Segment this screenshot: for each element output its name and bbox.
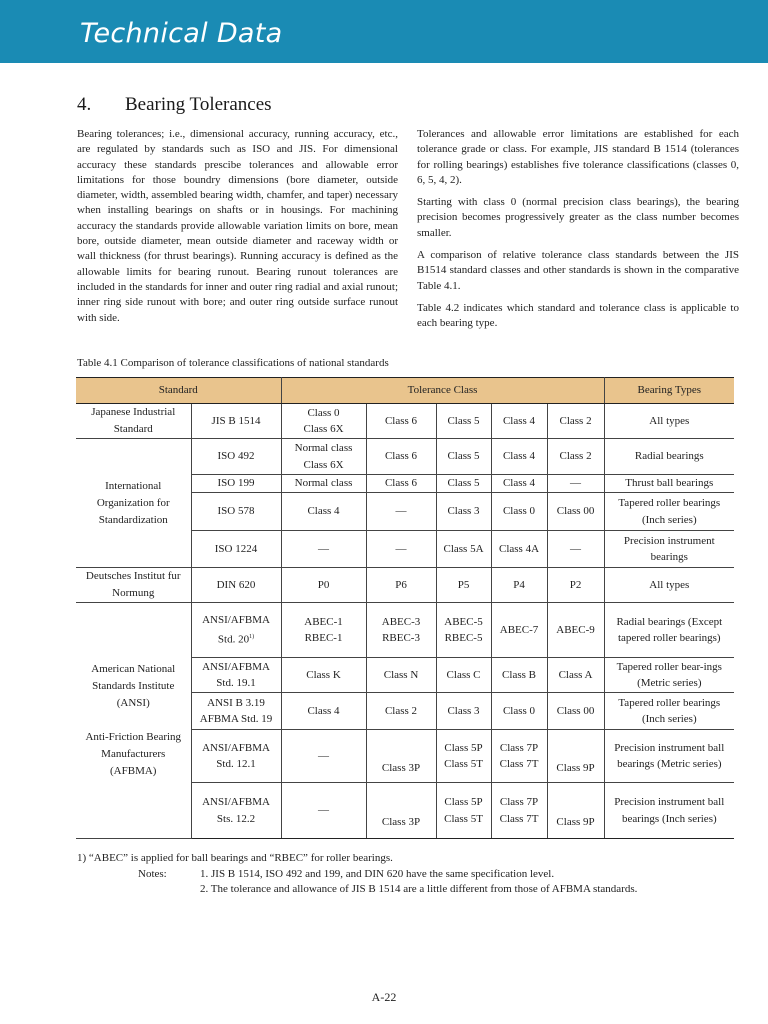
- std-cell: ANSI/AFBMA Std. 19.1: [191, 658, 281, 693]
- class-cell: —: [281, 730, 366, 783]
- class-cell: Class 4: [491, 475, 547, 493]
- std-cell: JIS B 1514: [191, 404, 281, 439]
- class-cell: Class 4A: [491, 531, 547, 568]
- class-cell: Class 00: [547, 493, 604, 531]
- std-cell: ANSI B 3.19 AFBMA Std. 19: [191, 693, 281, 730]
- class-cell: Class N: [366, 658, 436, 693]
- types-cell: Radial bearings: [604, 439, 734, 475]
- class-cell: Class 3P: [366, 783, 436, 839]
- org-ansi: American National Standards Institute (ANSI): [91, 663, 176, 709]
- org-ansi-afbma: [76, 603, 191, 839]
- class-cell: Class 2: [366, 693, 436, 730]
- right-paragraph-4: Table 4.2 indicates which standard and tolerance class is applicable to each bearing type.: [417, 301, 739, 330]
- std-cell: ANSI/AFBMA Sts. 12.2: [191, 783, 281, 839]
- class-cell: Class 9P: [547, 783, 604, 839]
- tolerance-table: [76, 377, 734, 839]
- class-cell: Class 5: [436, 404, 491, 439]
- header-title: Technical Data: [80, 18, 283, 49]
- class-cell: Class 6: [366, 475, 436, 493]
- notes-label: Notes:: [138, 868, 167, 880]
- class-cell: Class 7P Class 7T: [491, 730, 547, 783]
- page-number: A-22: [371, 990, 397, 1004]
- class-cell: Class 9P: [547, 730, 604, 783]
- org-jis: Japanese Industrial Standard: [76, 404, 191, 439]
- header-standard: Standard: [76, 378, 281, 404]
- std-cell: ISO 578: [191, 493, 281, 531]
- class-cell: Class 6: [366, 404, 436, 439]
- class-cell: ABEC-3 RBEC-3: [366, 603, 436, 658]
- table-row: [76, 568, 734, 603]
- std-cell: ANSI/AFBMA Std. 20$^{1)}$: [191, 603, 281, 658]
- types-cell: Precision instrument ball bearings (Metric series): [604, 730, 734, 783]
- org-iso: International Organization for Standardization: [76, 439, 191, 568]
- class-cell: —: [547, 475, 604, 493]
- std-cell: ISO 1224: [191, 531, 281, 568]
- types-cell: Precision instrument bearings: [604, 531, 734, 568]
- class-cell: Class 5P Class 5T: [436, 730, 491, 783]
- class-cell: Class 2: [547, 439, 604, 475]
- class-cell: P4: [491, 568, 547, 603]
- class-cell: Class 5: [436, 475, 491, 493]
- class-cell: P0: [281, 568, 366, 603]
- class-cell: Class 0: [491, 693, 547, 730]
- class-cell: Class 4: [491, 404, 547, 439]
- std-cell: ANSI/AFBMA Std. 12.1: [191, 730, 281, 783]
- types-cell: Tapered roller bear-ings (Metric series): [604, 658, 734, 693]
- types-cell: All types: [604, 568, 734, 603]
- right-column: [417, 127, 739, 339]
- class-cell: Class 4: [281, 493, 366, 531]
- table-caption: Table 4.1 Comparison of tolerance classifications of national standards: [77, 357, 389, 369]
- left-paragraph: Bearing tolerances; i.e., dimensional accuracy, running accuracy, etc., are regulated by standards such as ISO and JIS. For dimensional accuracy these standards prescibe tolerances and allowable error limitations for those boundry dimensions (bore diameter, outside diameter, width, assembled bearing width, chamfer, and taper) necessary when installing bearings on shafts or in housings. For machining accuracy the standards provide allowable variation limits on bore, mean bore, outside diameter, mean outside diameter and raceway width or wall thickness (for thrust bearings). Running accuracy is defined as the allowable limits for bearing runout. Bearing runout tolerances are included in the standards for inner and outer ring radial and axial runout; inner ring side runout with bore; and outer ring outside surface runout with side.: [77, 128, 398, 324]
- class-cell: Class 0: [491, 493, 547, 531]
- class-cell: Class A: [547, 658, 604, 693]
- class-cell: Class 6: [366, 439, 436, 475]
- class-cell: —: [547, 531, 604, 568]
- class-cell: Class 4: [491, 439, 547, 475]
- class-cell: Normal class Class 6X: [281, 439, 366, 475]
- table-row: [76, 439, 734, 475]
- left-column: [77, 127, 398, 326]
- table-row: [76, 404, 734, 439]
- header-bearing-types: Bearing Types: [604, 378, 734, 404]
- types-cell: Tapered roller bearings (Inch series): [604, 693, 734, 730]
- right-paragraph-2: Starting with class 0 (normal precision class bearings), the bearing precision becomes progressively greater as the class number becomes smaller.: [417, 196, 739, 239]
- class-cell: Class K: [281, 658, 366, 693]
- footnote: 1) “ABEC” is applied for ball bearings and “RBEC” for roller bearings.: [77, 852, 393, 864]
- class-cell: Class 7P Class 7T: [491, 783, 547, 839]
- footnote-marker: 1): [249, 633, 255, 640]
- class-cell: Class 00: [547, 693, 604, 730]
- class-cell: Class 3: [436, 693, 491, 730]
- note-item-2: 2. The tolerance and allowance of JIS B 1514 are a little different from those of AFBMA standards.: [200, 883, 638, 895]
- class-cell: Class 5P Class 5T: [436, 783, 491, 839]
- class-cell: Class 5A: [436, 531, 491, 568]
- class-cell: —: [366, 493, 436, 531]
- class-cell: ABEC-7: [491, 603, 547, 658]
- class-cell: Class 5: [436, 439, 491, 475]
- types-cell: Tapered roller bearings (Inch series): [604, 493, 734, 531]
- org-din: Deutsches Institut fur Normung: [76, 568, 191, 603]
- class-cell: Normal class: [281, 475, 366, 493]
- class-cell: Class 3: [436, 493, 491, 531]
- right-paragraph-3: A comparison of relative tolerance class standards between the JIS B1514 standard classes and other standards is shown in the comparative Table 4.1.: [417, 249, 739, 292]
- class-cell: ABEC-1 RBEC-1: [281, 603, 366, 658]
- section-number: 4.: [77, 94, 92, 115]
- right-paragraph-1: Tolerances and allowable error limitations are established for each tolerance grade or class. For example, JIS standard B 1514 (tolerances for rolling bearings) establishes five tolerance classifications (classes 0, 6, 5, 4, 2).: [417, 128, 739, 186]
- types-cell: Precision instrument ball bearings (Inch series): [604, 783, 734, 839]
- table-row: [76, 603, 734, 658]
- class-cell: Class C: [436, 658, 491, 693]
- class-cell: Class 0 Class 6X: [281, 404, 366, 439]
- std-cell: ISO 199: [191, 475, 281, 493]
- class-cell: Class 4: [281, 693, 366, 730]
- types-cell: Thrust ball bearings: [604, 475, 734, 493]
- header-tolerance-class: Tolerance Class: [281, 378, 604, 404]
- class-cell: P5: [436, 568, 491, 603]
- note-item-1: 1. JIS B 1514, ISO 492 and 199, and DIN 620 have the same specification level.: [200, 868, 555, 880]
- org-afbma: Anti-Friction Bearing Manufacturers (AFBMA): [85, 731, 182, 777]
- class-cell: ABEC-9: [547, 603, 604, 658]
- types-cell: Radial bearings (Except tapered roller bearings): [604, 603, 734, 658]
- types-cell: All types: [604, 404, 734, 439]
- class-cell: —: [281, 783, 366, 839]
- class-cell: —: [366, 531, 436, 568]
- class-cell: Class 3P: [366, 730, 436, 783]
- class-cell: P2: [547, 568, 604, 603]
- class-cell: Class 2: [547, 404, 604, 439]
- table-header-row: [76, 378, 734, 404]
- class-cell: ABEC-5 RBEC-5: [436, 603, 491, 658]
- section-title: Bearing Tolerances: [125, 94, 272, 115]
- class-cell: —: [281, 531, 366, 568]
- std-cell: ISO 492: [191, 439, 281, 475]
- class-cell: P6: [366, 568, 436, 603]
- std-cell: DIN 620: [191, 568, 281, 603]
- class-cell: Class B: [491, 658, 547, 693]
